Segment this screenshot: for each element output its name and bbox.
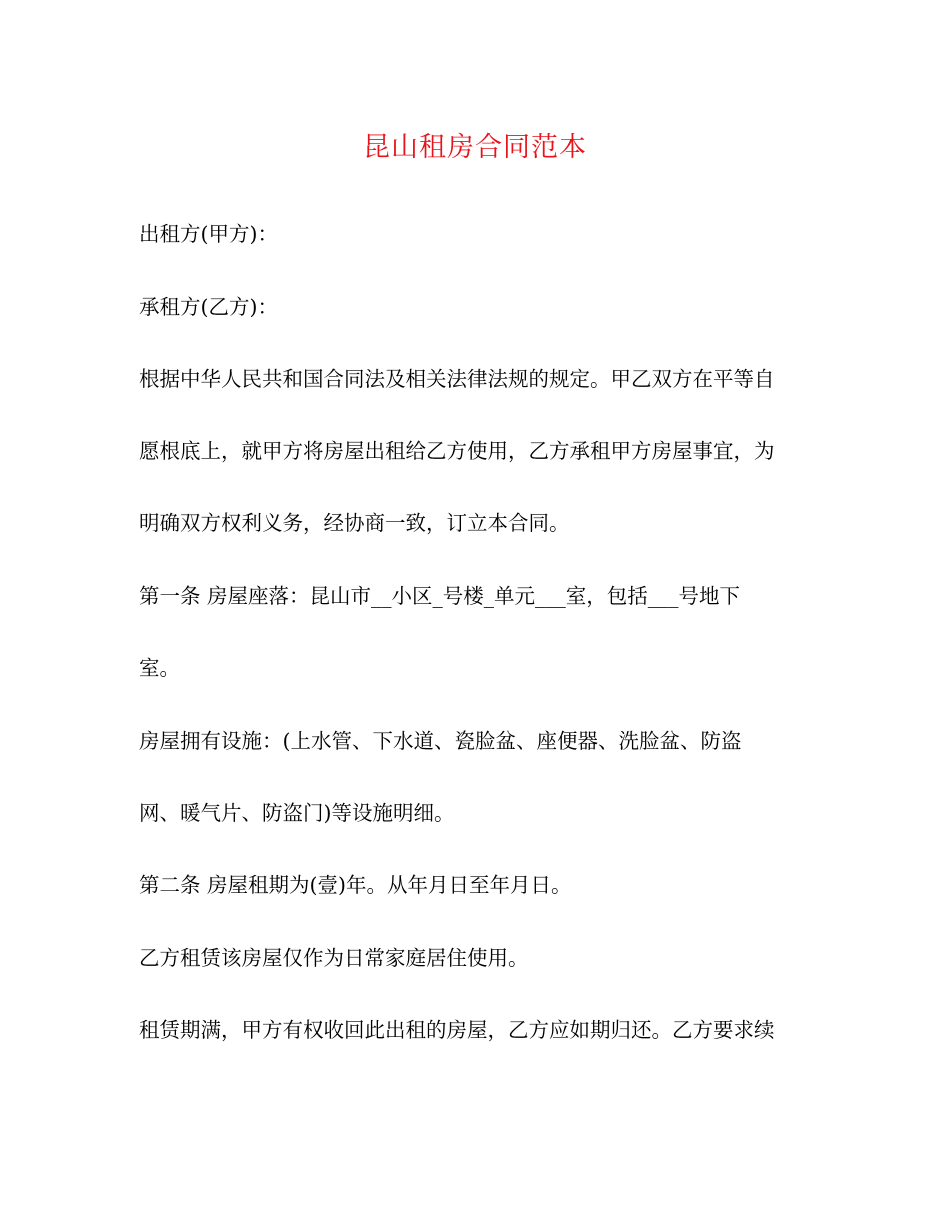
paragraph-line: 房屋拥有设施：(上水管、下水道、瓷脸盆、座便器、洗脸盆、防盗: [139, 729, 742, 753]
paragraph-line: 愿根底上，就甲方将房屋出租给乙方使用，乙方承租甲方房屋事宜，为: [139, 439, 775, 463]
paragraph-line: 根据中华人民共和国合同法及相关法律法规的规定。甲乙双方在平等自: [139, 367, 775, 391]
paragraph-line: 乙方租赁该房屋仅作为日常家庭居住使用。: [139, 946, 529, 970]
paragraph-line: 明确双方权利义务，经协商一致，订立本合同。: [139, 511, 570, 535]
paragraph-line: 承租方(乙方)：: [139, 295, 278, 319]
document-title: 昆山租房合同范本: [363, 132, 587, 163]
paragraph-line: 第二条 房屋租期为(壹)年。从年月日至年月日。: [139, 873, 572, 897]
paragraph-line: 租赁期满，甲方有权收回此出租的房屋，乙方应如期归还。乙方要求续: [139, 1018, 775, 1042]
paragraph-line: 室。: [139, 656, 180, 680]
paragraph-line: 第一条 房屋座落：昆山市__小区_号楼_单元___室，包括___号地下: [139, 584, 741, 608]
paragraph-line: 出租方(甲方)：: [139, 222, 278, 246]
paragraph-line: 网、暖气片、防盗门)等设施明细。: [139, 801, 455, 825]
